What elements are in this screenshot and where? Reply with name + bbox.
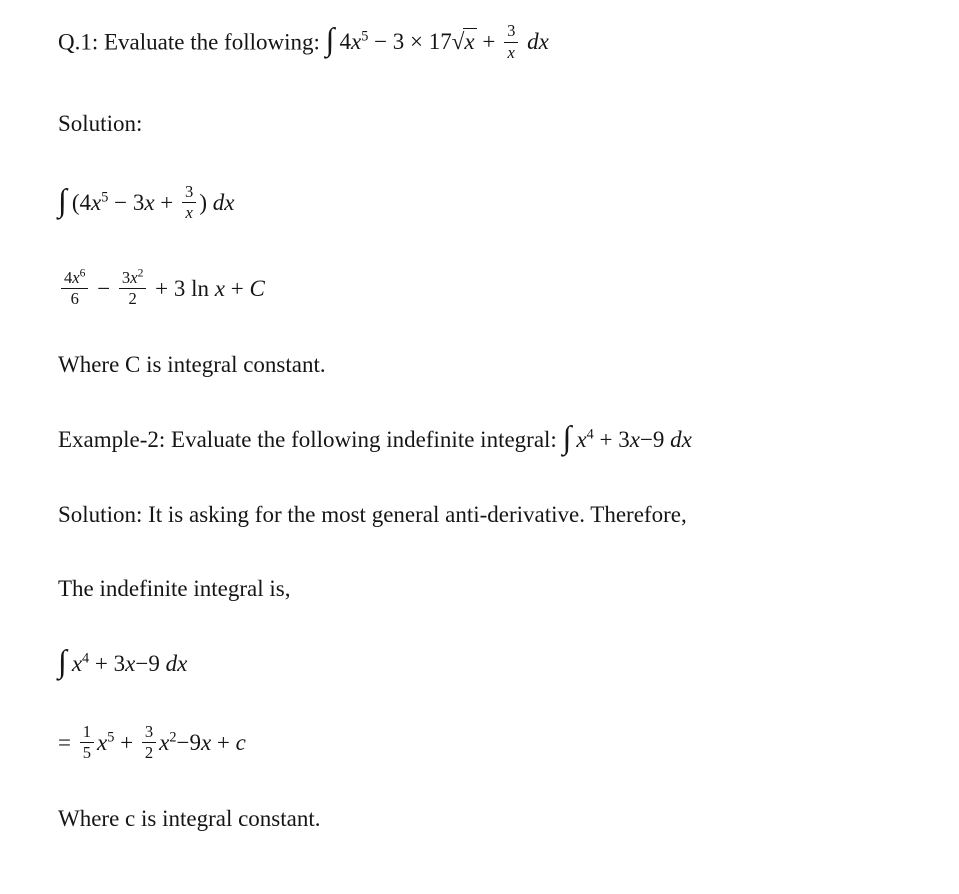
operator-text: − 3 bbox=[108, 190, 145, 216]
fraction-denominator: 6 bbox=[70, 289, 79, 309]
indefinite-intro-line bbox=[58, 575, 919, 604]
final-result-line bbox=[58, 721, 919, 765]
fraction bbox=[504, 22, 518, 62]
fraction-numerator bbox=[61, 266, 88, 290]
exponent: 2 bbox=[137, 266, 144, 280]
solution-2-line bbox=[58, 501, 919, 530]
fraction-numerator: 3 bbox=[504, 22, 518, 43]
fraction-numerator: 3 bbox=[182, 183, 196, 204]
question-1-line bbox=[58, 21, 919, 64]
square-root bbox=[452, 28, 477, 54]
constant-note-text: Where C is integral constant. bbox=[58, 352, 326, 378]
solution-2-text: Solution: It is asking for the most general anti-derivative. Therefore, bbox=[58, 501, 687, 527]
antiderivative-result-line bbox=[58, 266, 919, 311]
sqrt-sign: √ bbox=[451, 29, 464, 55]
fraction-2 bbox=[119, 266, 146, 309]
operator-text: −9 bbox=[639, 426, 671, 452]
operator-text: − 3 × 17 bbox=[368, 29, 452, 55]
fraction bbox=[182, 183, 196, 223]
exponent: 5 bbox=[361, 28, 369, 45]
sqrt-argument: x bbox=[464, 29, 475, 55]
exponent: 5 bbox=[101, 189, 109, 206]
integral-restate-expression: ∫ $x^4 + 3x-9$ dx bbox=[58, 643, 188, 680]
question-1-expression: ∫ $4x^5 - 3 \times 17√x$ + $\frac{3}{x}$ dx bbox=[325, 21, 549, 62]
fraction-denominator: 5 bbox=[82, 743, 92, 763]
operator-text: −9 bbox=[135, 651, 166, 677]
variable: x bbox=[576, 426, 587, 452]
log-term-text: + 3 ln bbox=[149, 276, 215, 302]
operator-text: − bbox=[91, 276, 116, 302]
variable: x bbox=[97, 730, 108, 756]
variable: x bbox=[159, 730, 170, 756]
question-1-text: Q.1: Evaluate the following: bbox=[58, 29, 326, 55]
differential: dx bbox=[212, 190, 235, 216]
variable: x bbox=[130, 267, 138, 287]
fraction-numerator bbox=[119, 266, 146, 290]
exponent: 5 bbox=[107, 729, 115, 746]
fraction-denominator: x bbox=[507, 42, 515, 62]
example-2-text: Example-2: Evaluate the following indefinite integral: bbox=[58, 426, 563, 452]
fraction-1 bbox=[80, 723, 94, 763]
coefficient: 3 bbox=[121, 267, 131, 287]
constant-note-text: Where c is integral constant. bbox=[58, 805, 321, 831]
variable: x bbox=[200, 730, 212, 756]
indefinite-intro-text: The indefinite integral is, bbox=[58, 576, 291, 602]
exponent: 4 bbox=[82, 650, 90, 667]
coefficient: 4 bbox=[339, 29, 351, 55]
equals-text: = bbox=[58, 730, 77, 756]
operator-text: + bbox=[154, 190, 180, 216]
constant-note-2 bbox=[58, 805, 919, 834]
differential: dx bbox=[527, 29, 549, 55]
operator-text: + bbox=[476, 29, 502, 55]
operator-text: + bbox=[211, 730, 236, 756]
variable: x bbox=[629, 426, 640, 452]
variable: x bbox=[125, 651, 136, 677]
integral-setup-expression: ∫ ($4x^5 - 3x$ + $\frac{3}{x}$ ) dx bbox=[58, 181, 235, 223]
final-result-expression bbox=[58, 721, 246, 763]
integration-constant: c bbox=[235, 730, 246, 756]
variable: x bbox=[350, 29, 362, 55]
variable: x bbox=[71, 651, 83, 677]
solution-label-text: Solution: bbox=[58, 111, 143, 137]
fraction-1 bbox=[61, 266, 88, 309]
exponent: 2 bbox=[169, 729, 177, 746]
solution-1-label bbox=[58, 110, 919, 139]
example-2-expression: ∫ $x^4 + 3x-9$ dx bbox=[562, 418, 692, 455]
example-2-line bbox=[58, 418, 919, 455]
antiderivative-expression bbox=[58, 266, 265, 309]
integral-setup-line bbox=[58, 181, 919, 225]
operator-text: + bbox=[114, 730, 139, 756]
fraction-numerator: 3 bbox=[142, 723, 156, 744]
exponent: 4 bbox=[586, 426, 594, 443]
variable: x bbox=[214, 276, 225, 302]
integration-constant: C bbox=[249, 276, 265, 302]
coefficient: 4 bbox=[64, 267, 73, 287]
fraction-2 bbox=[142, 723, 156, 763]
differential: dx bbox=[670, 426, 692, 452]
open-paren-text: (4 bbox=[71, 190, 91, 216]
variable: x bbox=[91, 190, 102, 216]
operator-text: + bbox=[224, 276, 250, 302]
differential: dx bbox=[165, 651, 188, 677]
operator-text: −9 bbox=[176, 730, 201, 756]
exponent: 6 bbox=[79, 266, 86, 280]
variable: x bbox=[144, 190, 155, 216]
fraction-denominator: 2 bbox=[144, 743, 154, 763]
fraction-denominator: x bbox=[185, 203, 193, 223]
operator-text: + 3 bbox=[89, 651, 126, 677]
fraction-denominator: 2 bbox=[128, 289, 137, 309]
constant-note-1 bbox=[58, 351, 919, 380]
integral-restate-line bbox=[58, 643, 919, 680]
close-paren-text: ) bbox=[199, 190, 213, 216]
variable: x bbox=[72, 267, 80, 287]
fraction-numerator: 1 bbox=[80, 723, 94, 744]
operator-text: + 3 bbox=[593, 426, 630, 452]
